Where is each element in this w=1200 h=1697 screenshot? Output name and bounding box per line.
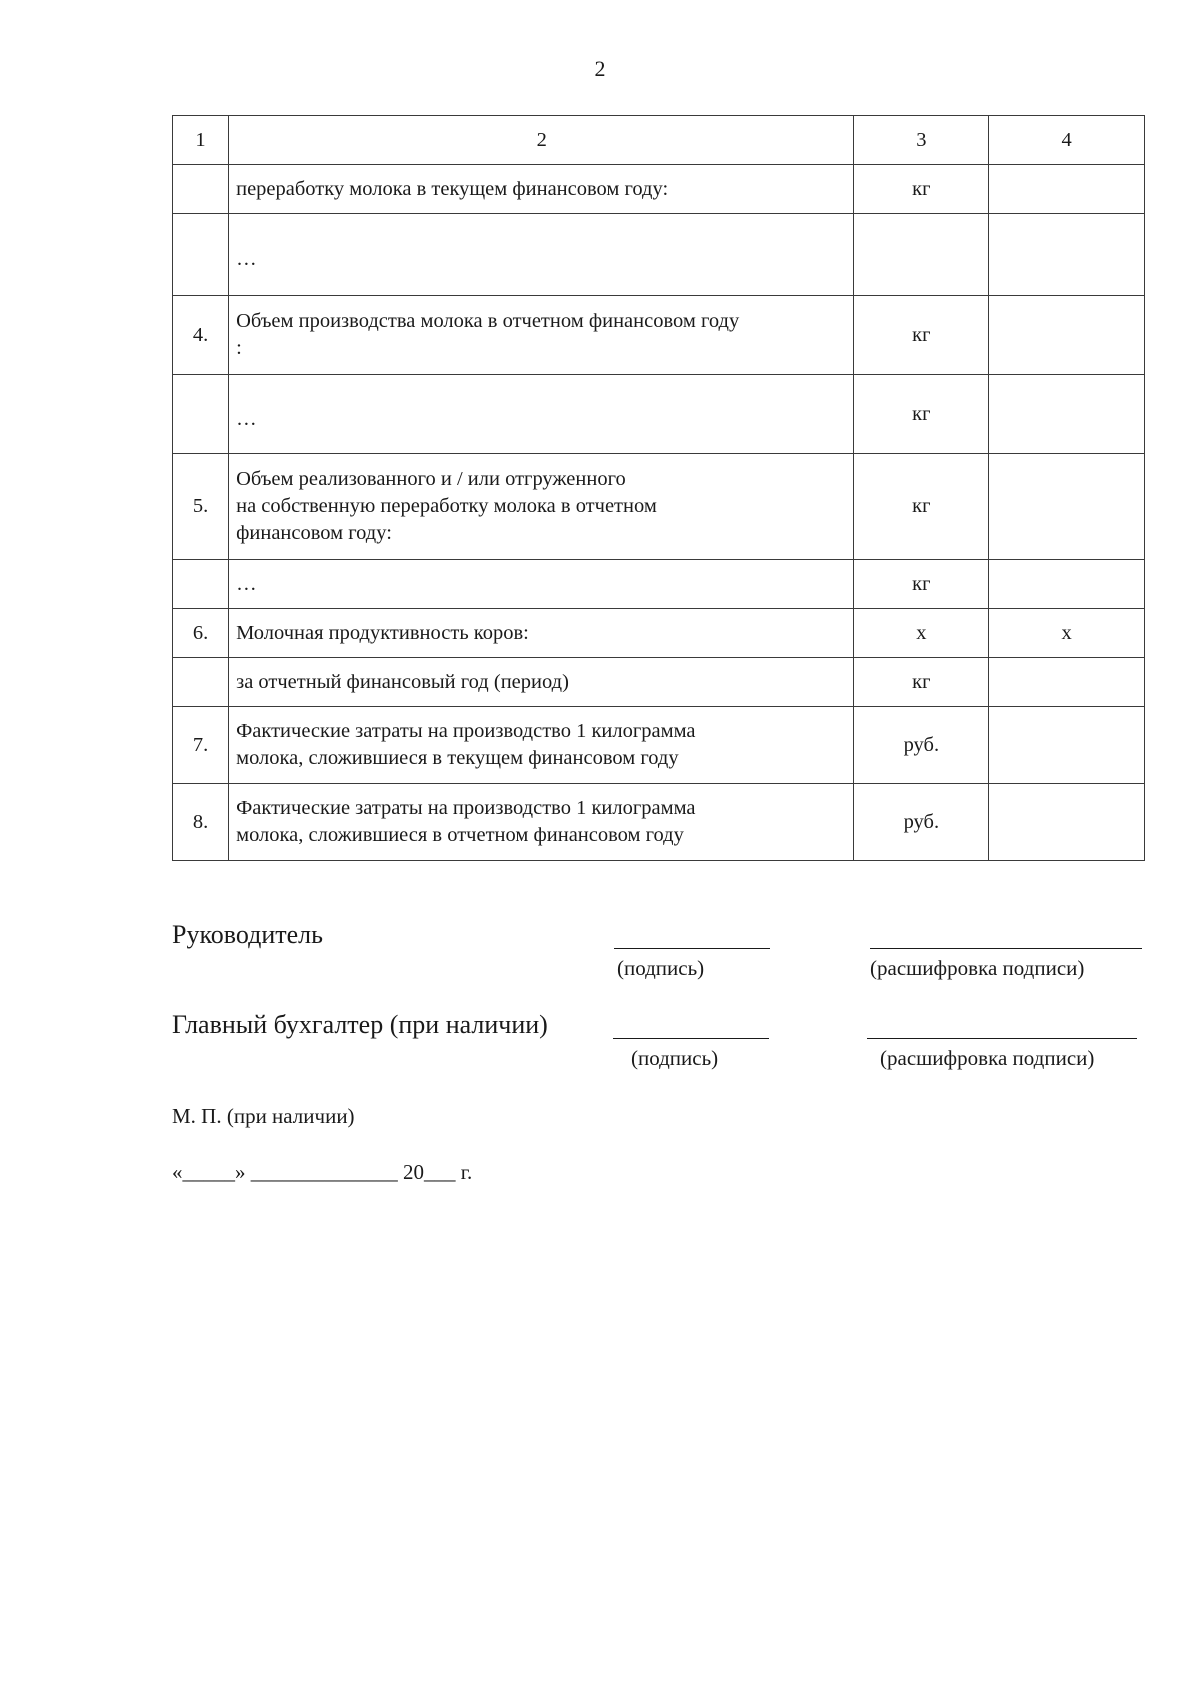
date-line: «_____» ______________ 20___ г. bbox=[172, 1160, 473, 1184]
row-text-cell: Объем производства молока в отчетном финансовом году : bbox=[229, 296, 854, 375]
table-row bbox=[173, 454, 1145, 560]
accountant-decode-line bbox=[867, 1038, 1137, 1039]
row-text-cell: Объем реализованного и / или отгруженного на собственную переработку молока в отчетном финансовом году: bbox=[229, 454, 854, 560]
row-unit-cell: кг bbox=[854, 296, 989, 375]
row-value-cell: х bbox=[989, 609, 1145, 658]
accountant-sign-line bbox=[613, 1038, 769, 1039]
row-unit-cell: кг bbox=[854, 560, 989, 609]
row-text-cell: … bbox=[229, 560, 854, 609]
accountant-label: Главный бухгалтер (при наличии) bbox=[172, 1010, 548, 1039]
row-number-cell: 4. bbox=[173, 296, 229, 375]
row-number-cell bbox=[173, 165, 229, 214]
stamp-label: М. П. (при наличии) bbox=[172, 1104, 355, 1128]
row-text-cell: переработку молока в текущем финансовом году: bbox=[229, 165, 854, 214]
row-value-cell bbox=[989, 214, 1145, 296]
row-unit-cell: кг bbox=[854, 658, 989, 707]
row-number-cell bbox=[173, 658, 229, 707]
table-row bbox=[173, 375, 1145, 454]
table-row bbox=[173, 296, 1145, 375]
row-unit-cell: кг bbox=[854, 454, 989, 560]
row-value-cell bbox=[989, 784, 1145, 861]
row-number-cell bbox=[173, 375, 229, 454]
table-row bbox=[173, 165, 1145, 214]
report-table bbox=[172, 115, 1145, 861]
header-cell-2: 2 bbox=[229, 116, 854, 165]
row-number-cell: 6. bbox=[173, 609, 229, 658]
row-value-cell bbox=[989, 375, 1145, 454]
row-unit-cell: кг bbox=[854, 165, 989, 214]
row-text-cell: Фактические затраты на производство 1 килограмма молока, сложившиеся в отчетном финансовом году bbox=[229, 784, 854, 861]
row-number-cell bbox=[173, 560, 229, 609]
table-row bbox=[173, 784, 1145, 861]
row-value-cell bbox=[989, 707, 1145, 784]
head-decode-line bbox=[870, 948, 1142, 949]
header-cell-1: 1 bbox=[173, 116, 229, 165]
row-text-cell: … bbox=[229, 214, 854, 296]
accountant-decode-caption: (расшифровка подписи) bbox=[880, 1046, 1095, 1070]
header-cell-4: 4 bbox=[989, 116, 1145, 165]
row-number-cell: 7. bbox=[173, 707, 229, 784]
row-value-cell bbox=[989, 560, 1145, 609]
row-text-cell: за отчетный финансовый год (период) bbox=[229, 658, 854, 707]
head-sign-caption: (подпись) bbox=[617, 956, 705, 980]
row-text-cell: Фактические затраты на производство 1 килограмма молока, сложившиеся в текущем финансовом году bbox=[229, 707, 854, 784]
row-unit-cell: руб. bbox=[854, 707, 989, 784]
row-value-cell bbox=[989, 454, 1145, 560]
row-unit-cell: кг bbox=[854, 375, 989, 454]
head-label: Руководитель bbox=[172, 920, 323, 949]
table-row bbox=[173, 214, 1145, 296]
table-header-row bbox=[173, 116, 1145, 165]
header-cell-3: 3 bbox=[854, 116, 989, 165]
row-text-cell: … bbox=[229, 375, 854, 454]
page-number: 2 bbox=[594, 56, 606, 81]
row-text-cell: Молочная продуктивность коров: bbox=[229, 609, 854, 658]
table-row bbox=[173, 560, 1145, 609]
head-decode-caption: (расшифровка подписи) bbox=[870, 956, 1085, 980]
row-unit-cell: х bbox=[854, 609, 989, 658]
row-unit-cell bbox=[854, 214, 989, 296]
row-number-cell bbox=[173, 214, 229, 296]
table-row bbox=[173, 707, 1145, 784]
accountant-sign-caption: (подпись) bbox=[631, 1046, 719, 1070]
head-sign-line bbox=[614, 948, 770, 949]
table-row bbox=[173, 658, 1145, 707]
row-value-cell bbox=[989, 658, 1145, 707]
row-value-cell bbox=[989, 296, 1145, 375]
row-number-cell: 5. bbox=[173, 454, 229, 560]
row-unit-cell: руб. bbox=[854, 784, 989, 861]
row-value-cell bbox=[989, 165, 1145, 214]
table-row bbox=[173, 609, 1145, 658]
row-number-cell: 8. bbox=[173, 784, 229, 861]
